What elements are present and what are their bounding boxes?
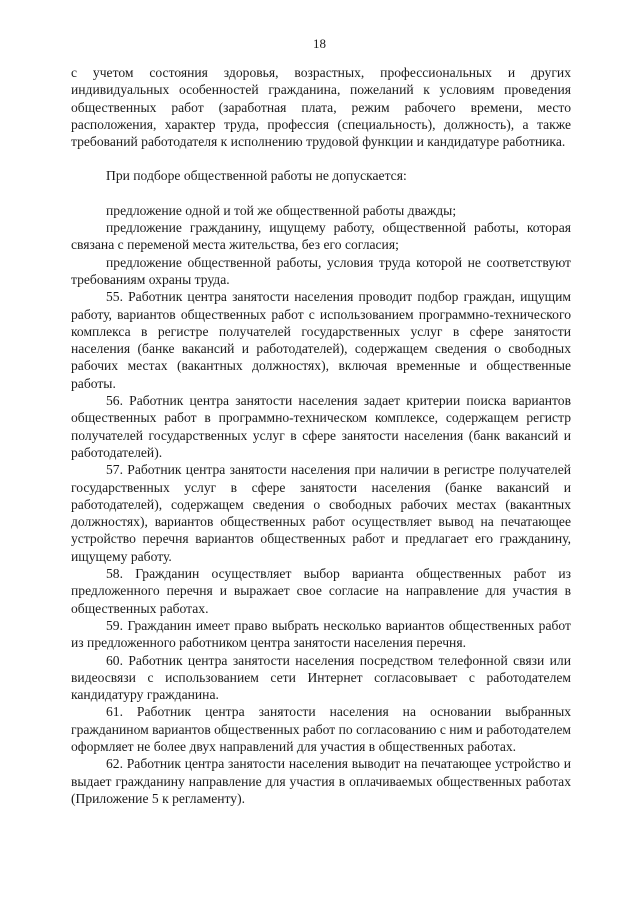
paragraph-59: 59. Гражданин имеет право выбрать несколько вариантов общественных работ из предложенного работником центра занятости населения перечня.: [71, 617, 571, 651]
paragraph-56: 56. Работник центра занятости населения задает критерии поиска вариантов общественных работ в программно-техническом комплексе, содержащем регистр получателей государственных услуг в сфере занятости населения (банк вакансий и работодателей).: [71, 393, 571, 460]
paragraph-list-item-2: предложение гражданину, ищущему работу, общественной работы, которая связана с переменой места жительства, без его согласия;: [71, 220, 571, 253]
paragraph-55: 55. Работник центра занятости населения проводит подбор граждан, ищущим работу, вариантов общественных работ с использованием программно-технического комплекса в регистре получателей государственных услуг в сфере занятости населения (банке вакансий и работодателей), содержащем сведения о свободных рабочих местах (вакантных должностях), включая временные и общественные работы.: [71, 289, 571, 391]
paragraph-not-allowed-heading: При подборе общественной работы не допускается:: [106, 168, 407, 184]
paragraph-58: 58. Гражданин осуществляет выбор варианта общественных работ из предложенного перечня и выражает свое согласие на направление для участия в общественных работах.: [71, 566, 571, 616]
paragraph-62: 62. Работник центра занятости населения выводит на печатающее устройство и выдает гражданину направление для участия в оплачиваемых общественных работах (Приложение 5 к регламенту).: [71, 756, 571, 806]
paragraph-57: 57. Работник центра занятости населения при наличии в регистре получателей государственных услуг в сфере занятости населения (банке вакансий и работодателей), содержащем сведения о свободных рабочих местах (вакантных должностях), вариантов общественных работ осуществляет вывод на печатающее устройство перечня вариантов общественных работ и предлагает его гражданину, ищущему работу.: [71, 462, 571, 564]
paragraph-continuation: с учетом состояния здоровья, возрастных, профессиональных и других индивидуальных особенностей гражданина, пожеланий к условиям проведения общественных работ (заработная плата, режим рабочего времени, место расположения, характер труда, профессия (специальность), должность), а также требований работодателя к исполнению трудовой функции и кандидатуре работника.: [71, 65, 571, 150]
document-body: [71, 64, 571, 807]
page-number: 18: [313, 36, 326, 51]
paragraph-60: 60. Работник центра занятости населения посредством телефонной связи или видеосвязи с использованием сети Интернет согласовывает с работодателем кандидатуру гражданина.: [71, 652, 571, 703]
paragraph-61: 61. Работник центра занятости населения на основании выбранных гражданином вариантов общественных работ по согласованию с ним и работодателем оформляет не более двух направлений для участия в общественных работах.: [71, 704, 572, 754]
paragraph-list-item-3: предложение общественной работы, условия труда которой не соответствуют требованиям охраны труда.: [71, 254, 571, 287]
paragraph-list-item-1: предложение одной и той же общественной работы дважды;: [106, 202, 457, 218]
